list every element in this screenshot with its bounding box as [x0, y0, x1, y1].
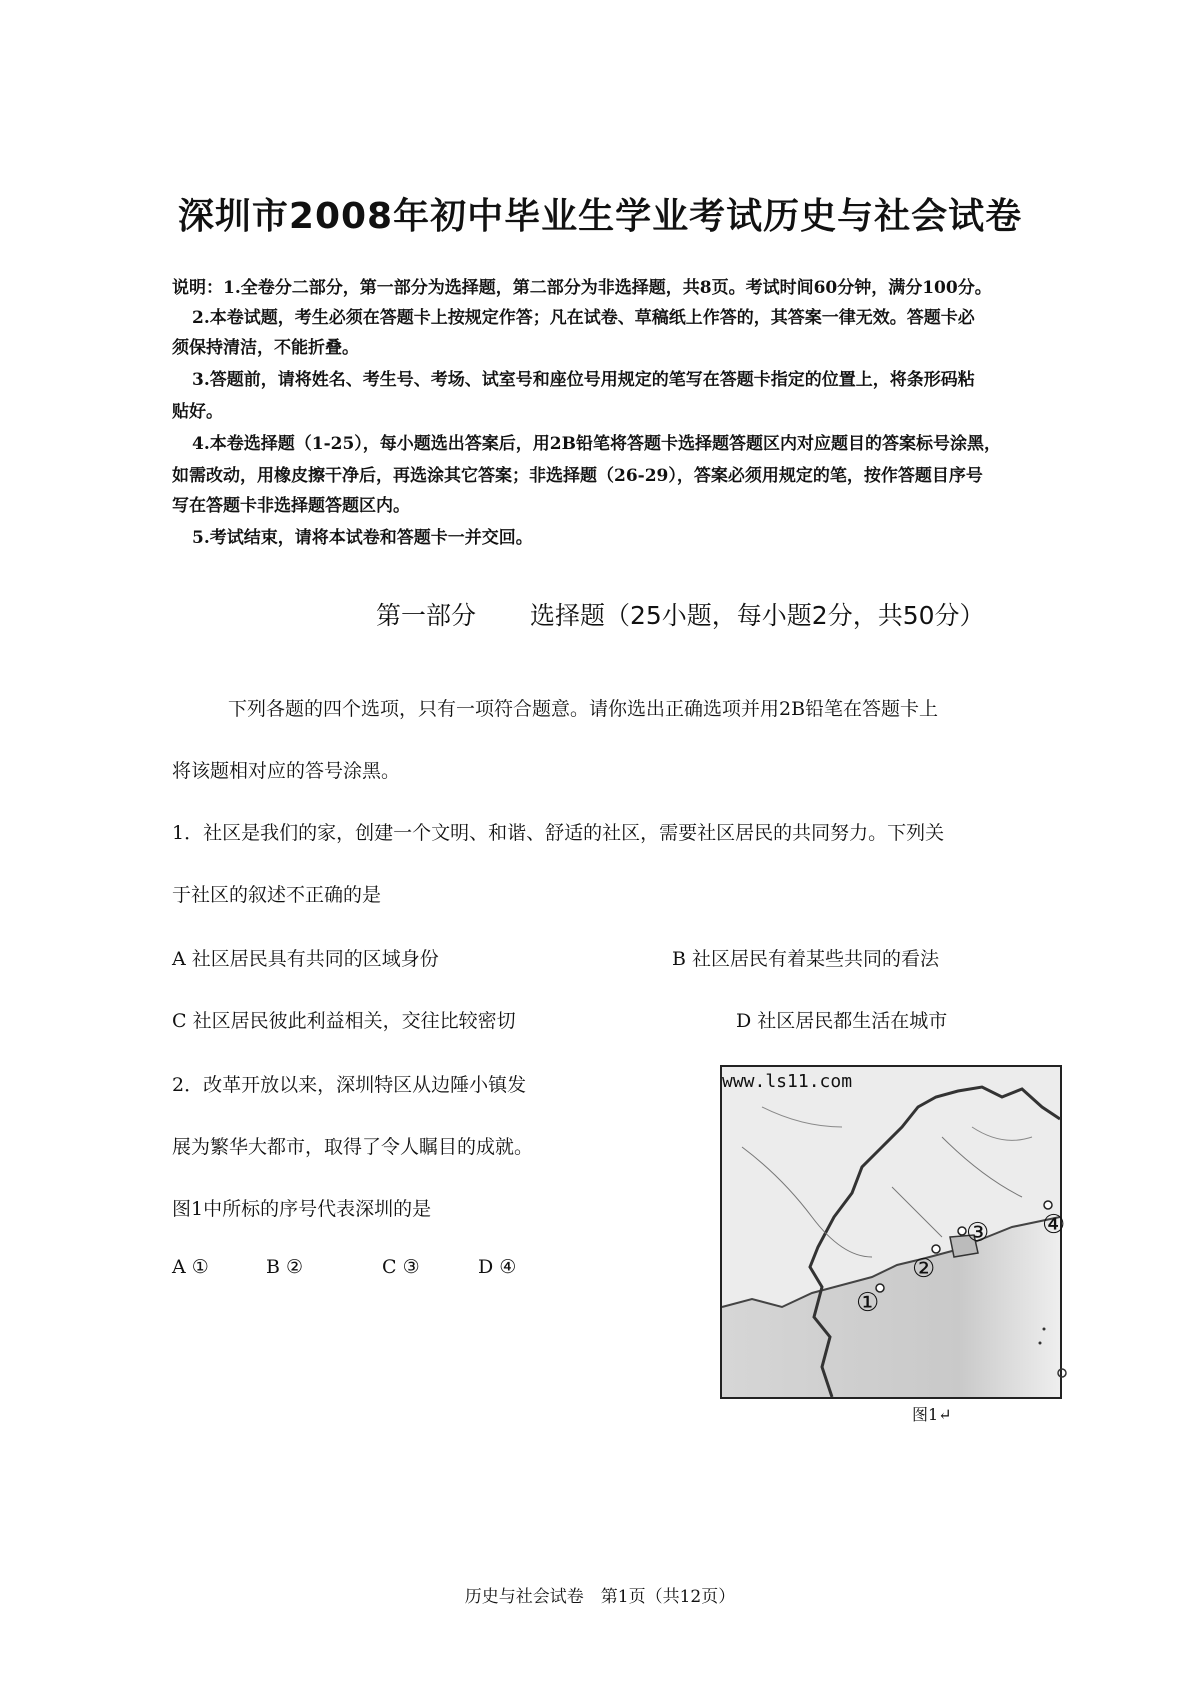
map-label: ④ — [1042, 1210, 1066, 1240]
instruction-line: 下列各题的四个选项，只有一项符合题意。请你选出正确选项并用2B铅笔在答题卡上 — [228, 698, 939, 720]
note-line: 写在答题卡非选择题答题区内。 — [172, 496, 410, 516]
instruction-line: 将该题相对应的答号涂黑。 — [172, 760, 401, 782]
question-text: 2．改革开放以来，深圳特区从边陲小镇发 — [172, 1074, 527, 1096]
option-b: B 社区居民有着某些共同的看法 — [672, 948, 940, 970]
section-part: 第一部分 — [376, 601, 477, 630]
note-line: 须保持清洁，不能折叠。 — [172, 338, 359, 358]
option-d: D ④ — [478, 1256, 517, 1278]
city-dot — [1044, 1201, 1052, 1209]
question-text: 1．社区是我们的家，创建一个文明、和谐、舒适的社区，需要社区居民的共同努力。下列关 — [172, 822, 945, 844]
option-c: C 社区居民彼此利益相关，交往比较密切 — [172, 1010, 516, 1032]
note-line: 5.考试结束，请将本试卷和答题卡一并交回。 — [192, 528, 533, 548]
option-a: A ① — [172, 1256, 209, 1278]
map-caption: 图1↵ — [912, 1405, 952, 1424]
page-footer: 历史与社会试卷 第1页（共12页） — [464, 1587, 736, 1607]
note-line: 如需改动，用橡皮擦干净后，再选涂其它答案；非选择题（26-29），答案必须用规定的笔，按作答题目序号 — [172, 466, 983, 486]
map-label: ① — [856, 1288, 880, 1318]
option-b: B ② — [266, 1256, 304, 1278]
note-line: 说明：1.全卷分二部分，第一部分为选择题，第二部分为非选择题，共8页。考试时间60分钟，满分100分。 — [172, 278, 992, 298]
note-line: 3.答题前，请将姓名、考生号、考场、试室号和座位号用规定的笔写在答题卡指定的位置上，将条形码粘 — [192, 370, 975, 390]
note-line: 4.本卷选择题（1-25），每小题选出答案后，用2B铅笔将答题卡选择题答题区内对应题目的答案标号涂黑， — [192, 434, 1001, 454]
note-line: 2.本卷试题，考生必须在答题卡上按规定作答；凡在试卷、草稿纸上作答的，其答案一律无效。答题卡必 — [192, 308, 975, 328]
question-text: 图1中所标的序号代表深圳的是 — [172, 1198, 432, 1220]
option-c: C ③ — [382, 1256, 420, 1278]
section-heading: 选择题（25小题，每小题2分，共50分） — [530, 601, 985, 630]
option-d: D 社区居民都生活在城市 — [736, 1010, 948, 1032]
map-figure — [720, 1065, 1066, 1399]
map-label: ② — [912, 1254, 936, 1284]
page-title: 深圳市2008年初中毕业生学业考试历史与社会试卷 — [177, 196, 1023, 237]
question-text: 于社区的叙述不正确的是 — [172, 884, 382, 906]
option-a: A 社区居民具有共同的区域身份 — [172, 948, 439, 970]
city-dot — [932, 1245, 940, 1253]
note-line: 贴好。 — [172, 402, 223, 422]
map-watermark: www.ls11.com — [722, 1071, 853, 1092]
question-text: 展为繁华大都市，取得了令人瞩目的成就。 — [172, 1136, 534, 1158]
map-drawing — [722, 1067, 1066, 1397]
map-label: ③ — [966, 1218, 990, 1248]
city-dot — [958, 1227, 966, 1235]
